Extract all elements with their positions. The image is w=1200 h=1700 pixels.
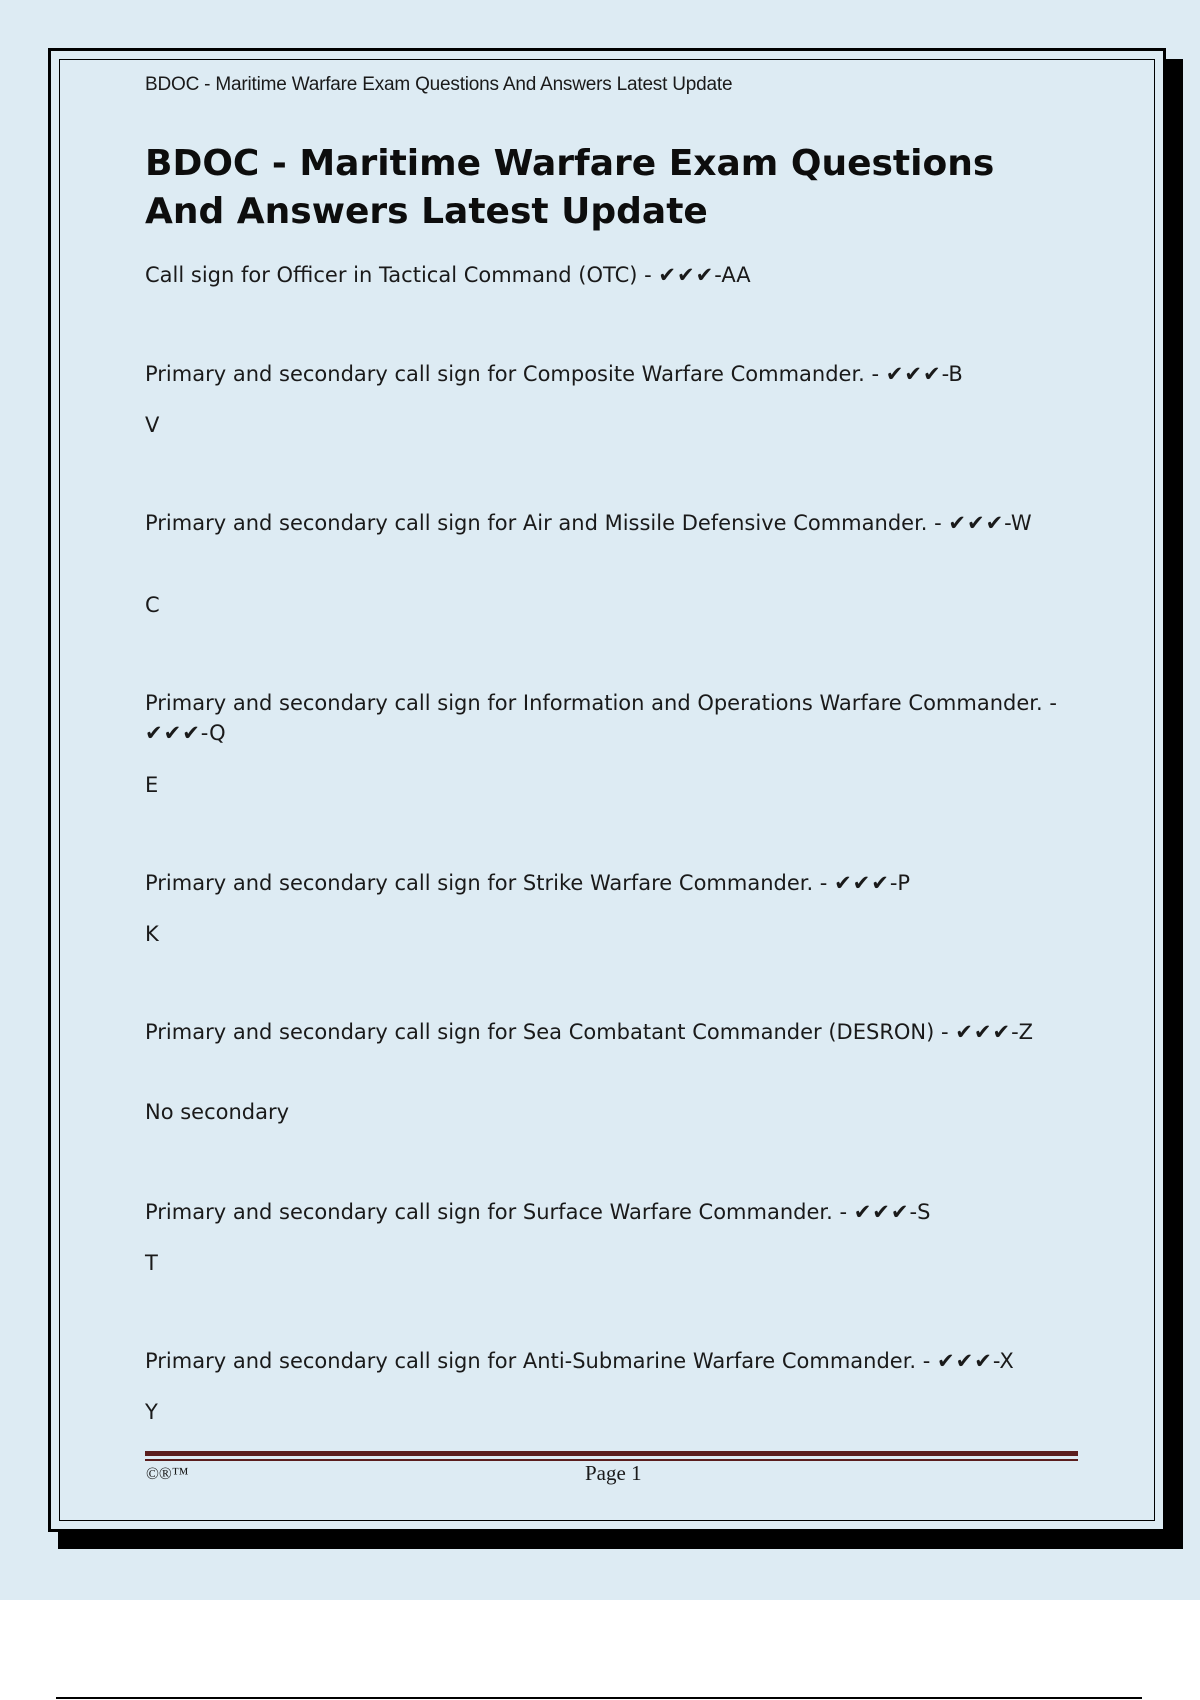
qa-item-6-question <box>145 1017 1080 1047</box>
question-text: Primary and secondary call sign for Composite Warfare Commander. - <box>145 362 886 386</box>
answer-text: -W <box>1004 511 1032 535</box>
checkmarks-icon: ✔✔✔ <box>658 263 715 287</box>
answer-text: -X <box>992 1349 1014 1373</box>
qa-item-8-question <box>145 1346 1080 1376</box>
question-text: Primary and secondary call sign for Information and Operations Warfare Commander. - <box>145 691 1057 715</box>
answer-text: -P <box>889 871 911 895</box>
answer-text: -AA <box>714 263 751 287</box>
qa-item-7-question <box>145 1197 1080 1227</box>
qa-item-4-question <box>145 688 1080 748</box>
qa-item-7-answer-extra: T <box>145 1251 158 1275</box>
qa-item-5-answer-extra: K <box>145 922 159 946</box>
answer-text: -Z <box>1011 1020 1034 1044</box>
question-text: Primary and secondary call sign for Strike Warfare Commander. - <box>145 871 835 895</box>
answer-text: -Q <box>200 721 226 745</box>
checkmarks-icon: ✔✔✔ <box>145 721 201 745</box>
question-text: Primary and secondary call sign for Sea Combatant Commander (DESRON) - <box>145 1020 956 1044</box>
next-page-rule <box>56 1697 1142 1699</box>
document-title: BDOC - Maritime Warfare Exam Questions And Answers Latest Update <box>145 143 995 232</box>
footer-rule <box>145 1451 1078 1456</box>
footer-page-number: Page 1 <box>585 1461 642 1485</box>
qa-item-1-question <box>145 260 1080 290</box>
checkmarks-icon: ✔✔✔ <box>937 1349 993 1373</box>
running-header: BDOC - Maritime Warfare Exam Questions And Answers Latest Update <box>145 74 733 95</box>
answer-text: -S <box>909 1200 931 1224</box>
qa-item-6-answer-extra: No secondary <box>145 1100 290 1124</box>
checkmarks-icon: ✔✔✔ <box>955 1020 1012 1044</box>
qa-item-2-answer-extra: V <box>145 413 160 437</box>
qa-item-3-answer-extra: C <box>145 593 160 617</box>
checkmarks-icon: ✔✔✔ <box>853 1200 910 1224</box>
qa-item-5-question <box>145 868 1080 898</box>
question-text: Primary and secondary call sign for Surface Warfare Commander. - <box>145 1200 854 1224</box>
qa-item-8-answer-extra: Y <box>145 1400 158 1424</box>
checkmarks-icon: ✔✔✔ <box>834 871 890 895</box>
qa-item-3-question <box>145 508 1080 538</box>
qa-item-2-question <box>145 359 1080 389</box>
checkmarks-icon: ✔✔✔ <box>885 362 942 386</box>
answer-text: -B <box>941 362 963 386</box>
qa-item-4-answer-extra: E <box>145 773 159 797</box>
question-text: Call sign for Officer in Tactical Command (OTC) - <box>145 263 659 287</box>
question-text: Primary and secondary call sign for Anti-Submarine Warfare Commander. - <box>145 1349 938 1373</box>
checkmarks-icon: ✔✔✔ <box>948 511 1005 535</box>
footer-trademark-symbols: ©®™ <box>146 1464 189 1483</box>
question-text: Primary and secondary call sign for Air and Missile Defensive Commander. - <box>145 511 949 535</box>
